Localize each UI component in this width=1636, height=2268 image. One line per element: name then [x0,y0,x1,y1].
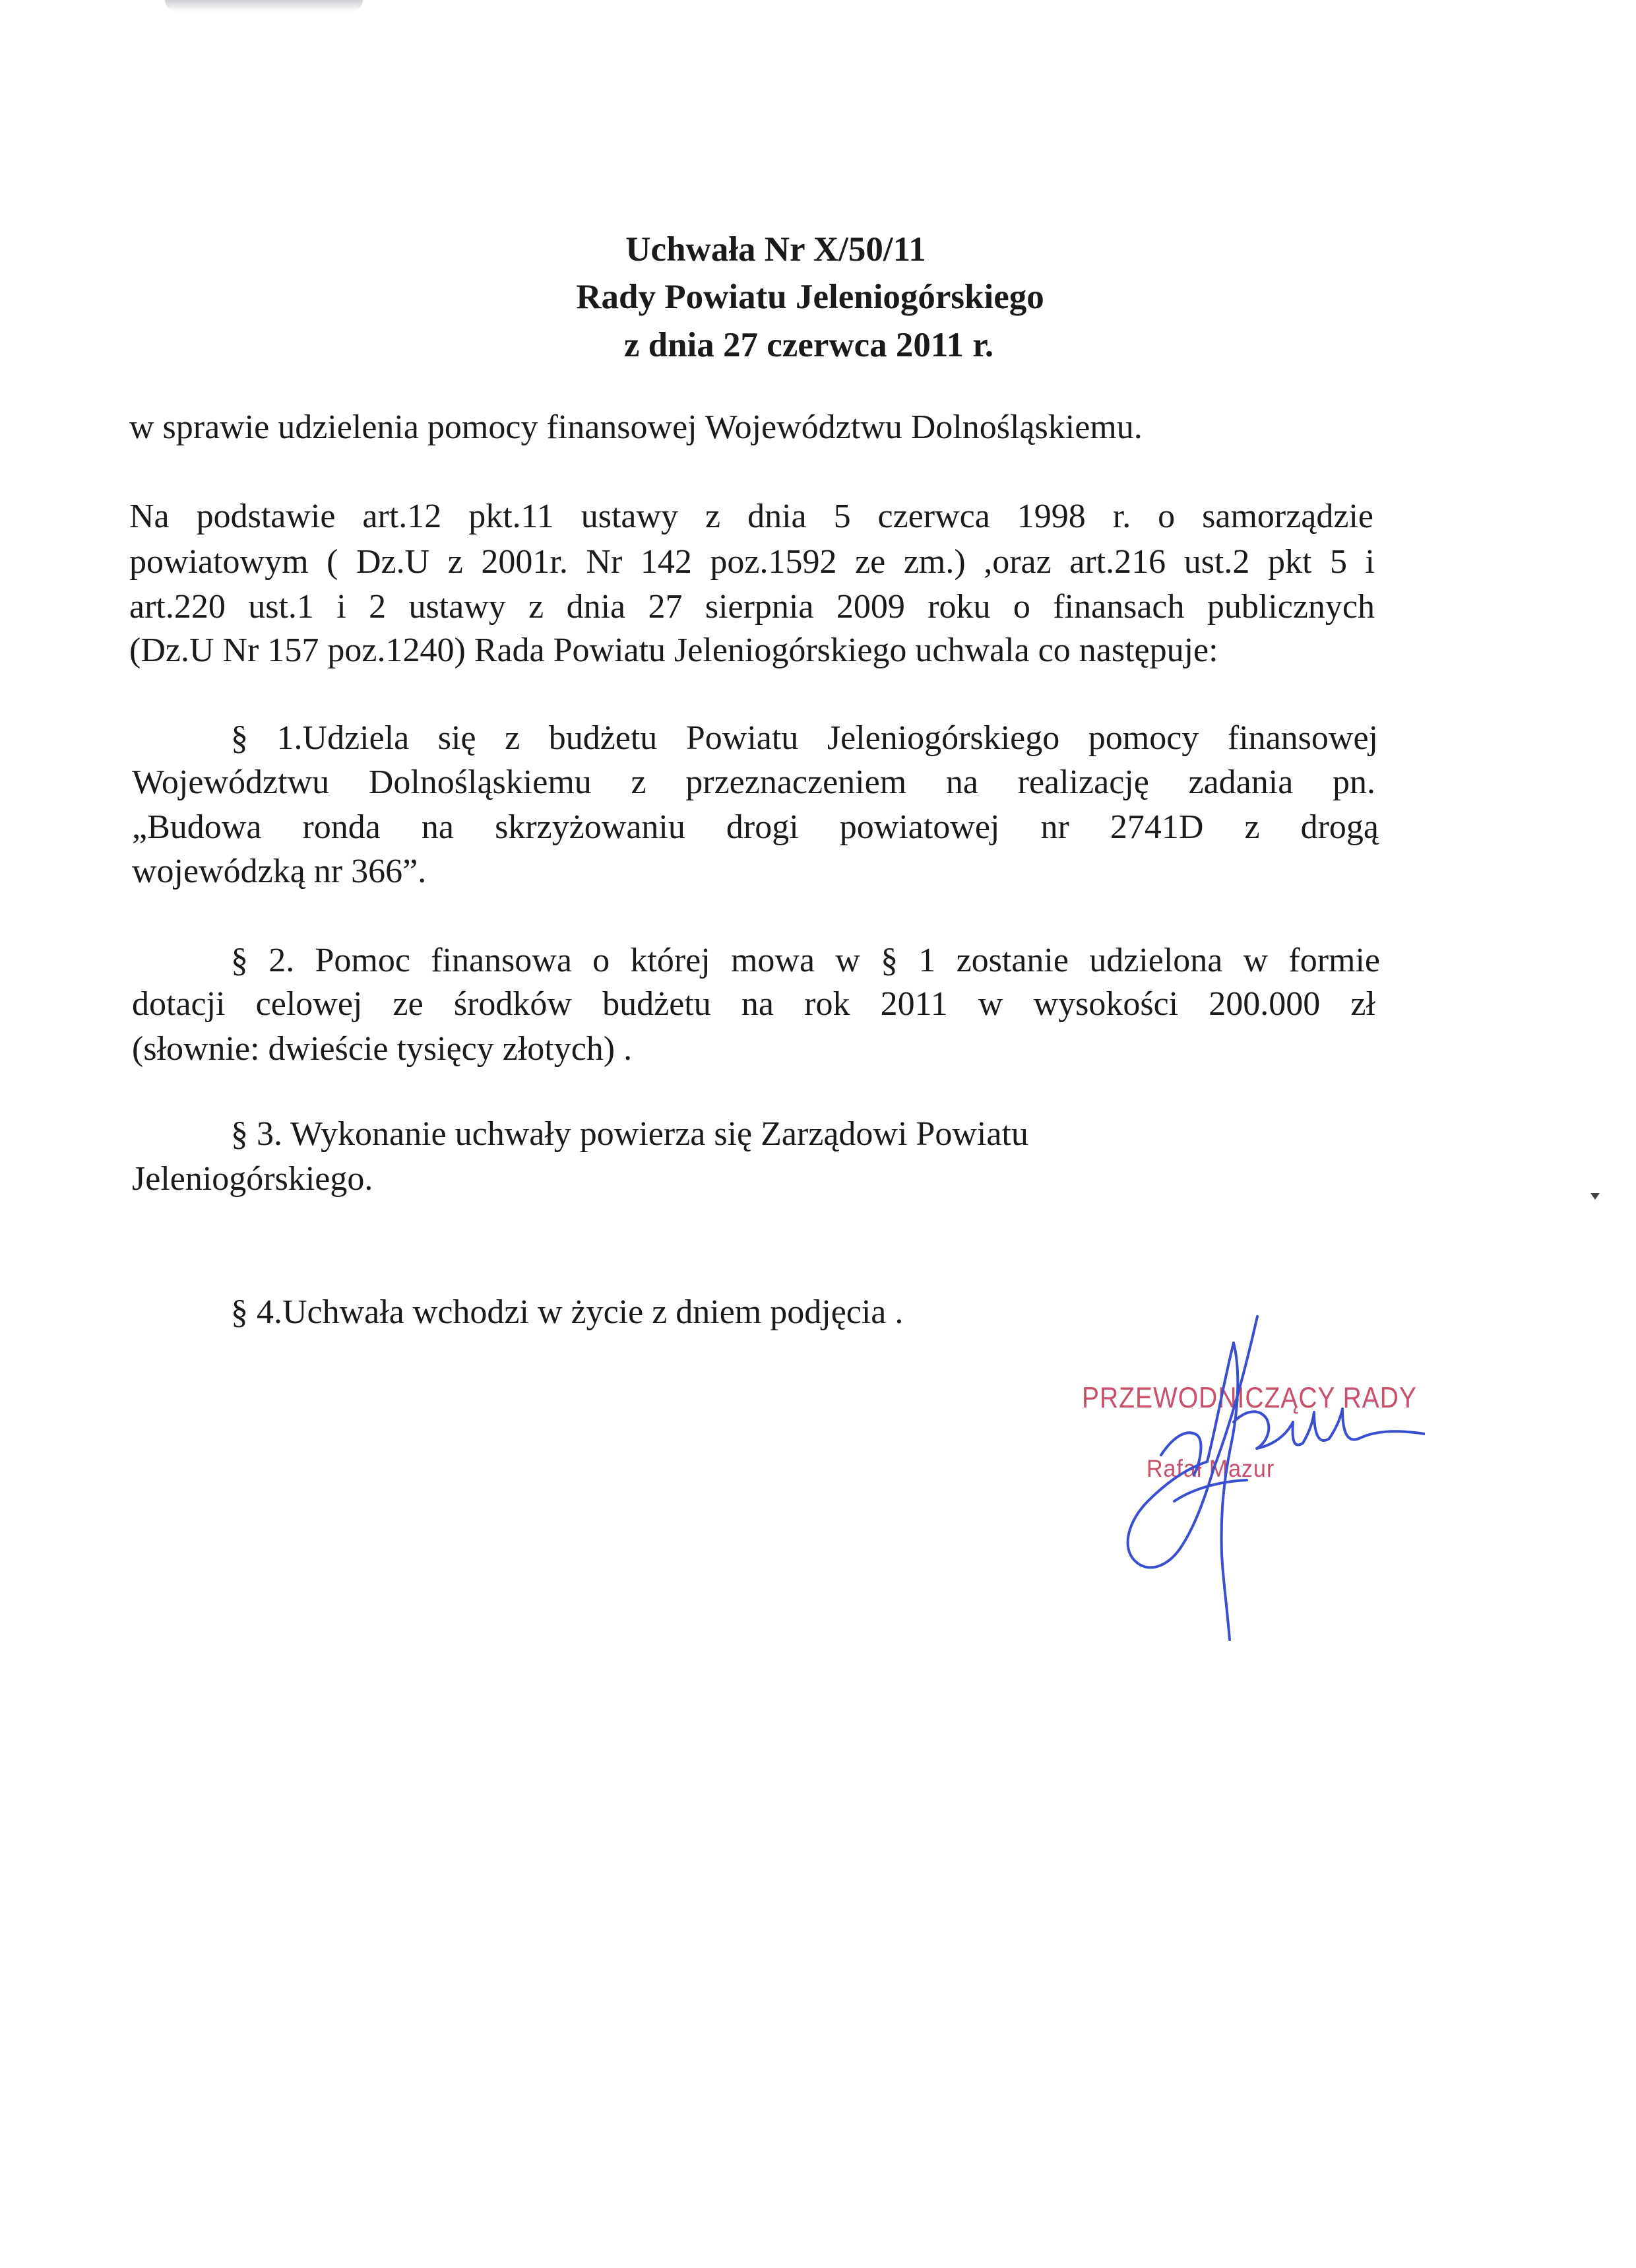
council-name: Rady Powiatu Jeleniogórskiego [576,278,1044,316]
paragraph-1-line: wojewódzką nr 366”. [132,853,427,890]
paragraph-2-line: dotacji celowej ze środków budżetu na rok 2011 w wysokości 200.000 zł [132,985,1375,1023]
paragraph-3-line: § 3. Wykonanie uchwały powierza się Zarządowi Powiatu [231,1115,1028,1153]
paragraph-4-line: § 4.Uchwała wchodzi w życie z dniem podjęcia . [231,1293,904,1331]
paragraph-3-line: Jeleniogórskiego. [132,1160,373,1198]
paragraph-2-line: § 2. Pomoc finansowa o której mowa w § 1 zostanie udzielona w formie [231,942,1380,979]
scan-mark [1590,1193,1600,1200]
resolution-number: Uchwała Nr X/50/11 [625,230,926,269]
paragraph-1-line: „Budowa ronda na skrzyżowaniu drogi powiatowej nr 2741D z drogą [132,808,1379,846]
stamp-name: Rafał Mazur [1147,1455,1275,1483]
preamble-line: art.220 ust.1 i 2 ustawy z dnia 27 sierpnia 2009 roku o finansach publicznych [129,588,1375,626]
paragraph-2-line: (słownie: dwieście tysięcy złotych) . [132,1030,633,1068]
scan-smudge [165,0,363,12]
preamble-line: Na podstawie art.12 pkt.11 ustawy z dnia 5 czerwca 1998 r. o samorządzie [129,498,1373,535]
paragraph-1-line: § 1.Udziela się z budżetu Powiatu Jeleniogórskiego pomocy finansowej [231,719,1378,757]
subject-line: w sprawie udzielenia pomocy finansowej Województwu Dolnośląskiemu. [129,408,1143,446]
preamble-line: (Dz.U Nr 157 poz.1240) Rada Powiatu Jeleniogórskiego uchwala co następuje: [129,632,1218,669]
signature [1082,1303,1425,1646]
preamble-line: powiatowym ( Dz.U z 2001r. Nr 142 poz.1592 ze zm.) ,oraz art.216 ust.2 pkt 5 i [129,543,1375,581]
stamp-title: PRZEWODNICZĄCY RADY [1082,1382,1417,1415]
paragraph-1-line: Województwu Dolnośląskiemu z przeznaczeniem na realizację zadania pn. [132,763,1375,801]
resolution-date: z dnia 27 czerwca 2011 r. [623,326,994,364]
